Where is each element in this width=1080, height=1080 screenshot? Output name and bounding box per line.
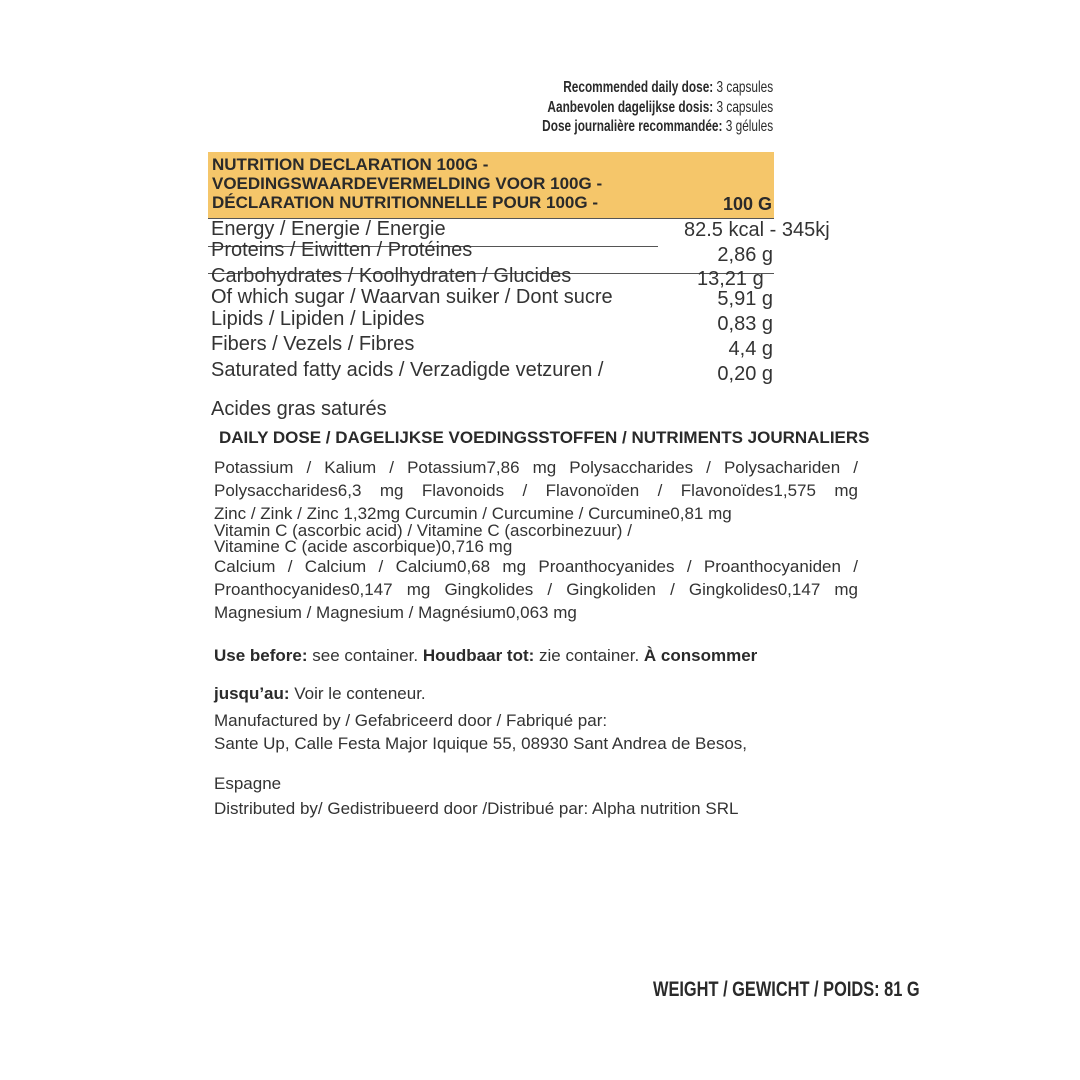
daily-dose-line: Calcium / Calcium / Calcium0,68 mg Proanthocyanides / Proanthocyaniden / (214, 557, 858, 576)
best-before-text: Use before: see container. Houdbaar tot: zie container. À consommer jusqu’au: Voir le conteneur. (214, 646, 758, 703)
nutrition-row-label-continued: Acides gras saturés (211, 398, 387, 420)
nutrition-title: NUTRITION DECLARATION 100G - VOEDINGSWAARDEVERMELDING VOOR 100G - DÉCLARATION NUTRITIONNELLE POUR 100G - (212, 155, 603, 212)
dose-fr: Dose journalière recommandée: 3 gélules (542, 118, 773, 135)
daily-dose-line: Proanthocyanides0,147 mg Gingkolides / Gingkoliden / Gingkolides0,147 mg (214, 580, 858, 599)
dose-en: Recommended daily dose: 3 capsules (563, 79, 773, 96)
daily-dose-title: DAILY DOSE / DAGELIJKSE VOEDINGSSTOFFEN / NUTRIMENTS JOURNALIERS (219, 428, 870, 447)
manufacturer-block (214, 710, 854, 823)
nutrition-row-value: 4,4 g (728, 338, 773, 360)
nutrition-row-value: 2,86 g (717, 244, 773, 266)
nutrition-row-label: Lipids / Lipiden / Lipides (211, 308, 425, 330)
nutrition-row-label: Fibers / Vezels / Fibres (211, 333, 415, 355)
manufacturer-line: Manufactured by / Gefabriceerd door / Fabriqué par: (214, 711, 608, 730)
nutrition-row-label: Of which sugar / Waarvan suiker / Dont sucre (211, 286, 613, 308)
nutrition-row-value: 82.5 kcal - 345kj (684, 219, 830, 241)
nutrition-row-value: 0,20 g (717, 363, 773, 385)
nutrition-row-label: Energy / Energie / Energie (211, 218, 446, 240)
nutrition-row-value: 5,91 g (717, 288, 773, 310)
daily-dose-line: Vitamine C (acide ascorbique)0,716 mg (214, 537, 513, 556)
nutrition-row-label: Saturated fatty acids / Verzadigde vetzuren / (211, 359, 604, 381)
daily-dose-line: Potassium / Kalium / Potassium7,86 mg Polysaccharides / Polysachariden / (214, 458, 858, 477)
daily-dose-line: Polysaccharides6,3 mg Flavonoids / Flavonoïden / Flavonoïdes1,575 mg (214, 481, 858, 500)
recommended-dose-block (461, 78, 773, 137)
daily-dose-line: Magnesium / Magnesium / Magnésium0,063 mg (214, 603, 577, 622)
nutrition-table-header (208, 152, 774, 218)
manufacturer-country: Espagne (214, 774, 282, 793)
nutrition-column-header: 100 G (722, 194, 772, 214)
net-weight: WEIGHT / GEWICHT / POIDS: 81 G (653, 978, 920, 1001)
manufacturer-address: Sante Up, Calle Festa Major Iquique 55, 08930 Sant Andrea de Besos, (214, 734, 748, 753)
nutrition-row-value: 0,83 g (717, 313, 773, 335)
nutrition-row-label: Carbohydrates / Koolhydraten / Glucides (211, 265, 572, 287)
distributor-line: Distributed by/ Gedistribueerd door /Distribué par: Alpha nutrition SRL (214, 799, 739, 818)
dose-nl: Aanbevolen dagelijkse dosis: 3 capsules (547, 98, 773, 116)
daily-dose-line: Vitamin C (ascorbic acid) / Vitamine C (ascorbinezuur) / (214, 521, 632, 540)
nutrition-row-value: 13,21 g (697, 268, 764, 290)
daily-dose-line: Zinc / Zink / Zinc 1,32mg Curcumin / Curcumine / Curcumine0,81 mg (214, 504, 732, 523)
nutrition-row-label: Proteins / Eiwitten / Protéines (211, 239, 473, 261)
daily-dose-list (214, 456, 858, 624)
